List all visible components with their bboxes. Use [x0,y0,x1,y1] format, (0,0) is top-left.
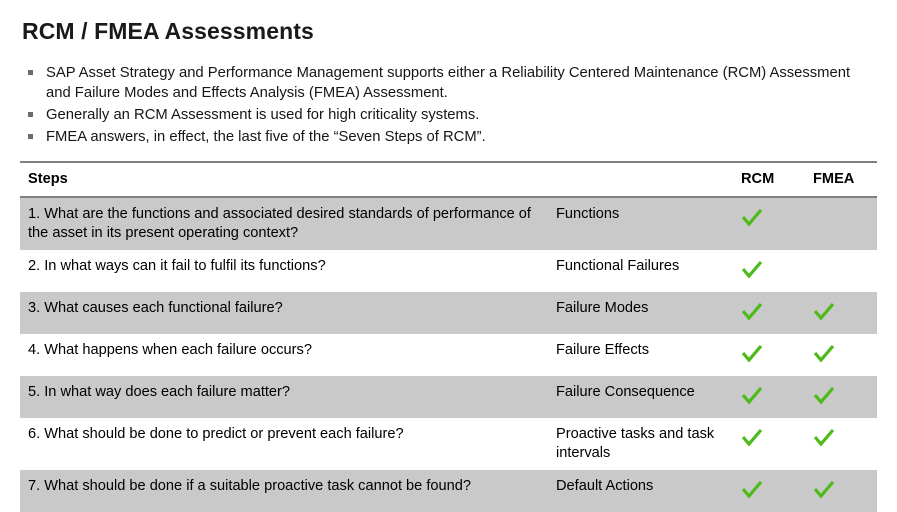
cell-step: 3. What causes each functional failure? [20,292,548,334]
column-header-fmea: FMEA [805,162,877,197]
cell-term: Failure Consequence [548,376,733,418]
cell-term: Proactive tasks and task intervals [548,418,733,470]
cell-step: 1. What are the functions and associated desired standards of performance of the asset in its present operating context? [20,197,548,250]
check-icon [741,207,763,229]
bullet-marker-icon [28,70,33,75]
check-icon [741,343,763,365]
cell-rcm [733,376,805,418]
cell-rcm [733,250,805,292]
bullet-marker-icon [28,112,33,117]
cell-fmea [805,197,877,250]
bullet-list [20,63,877,147]
cell-fmea [805,250,877,292]
list-item [20,127,877,147]
cell-rcm [733,470,805,512]
bullet-text: Generally an RCM Assessment is used for high criticality systems. [46,107,480,123]
check-icon [741,301,763,323]
check-icon [741,385,763,407]
cell-term: Failure Modes [548,292,733,334]
check-icon [813,301,835,323]
cell-fmea [805,418,877,470]
cell-step: 7. What should be done if a suitable proactive task cannot be found? [20,470,548,512]
cell-rcm [733,292,805,334]
table-header [20,162,877,197]
check-icon [741,259,763,281]
bullet-marker-icon [28,134,33,139]
table-body [20,197,877,512]
cell-fmea [805,470,877,512]
table-row [20,376,877,418]
cell-rcm [733,418,805,470]
cell-rcm [733,197,805,250]
list-item [20,105,877,125]
check-icon [741,479,763,501]
page-title: RCM / FMEA Assessments [22,18,314,44]
table-row [20,292,877,334]
check-icon [741,427,763,449]
cell-fmea [805,376,877,418]
column-header-steps: Steps [20,162,548,197]
cell-step: 5. In what way does each failure matter? [20,376,548,418]
cell-term: Default Actions [548,470,733,512]
cell-fmea [805,292,877,334]
check-icon [813,427,835,449]
table-row [20,197,877,250]
list-item [20,63,877,103]
steps-table [20,161,877,512]
bullet-text: FMEA answers, in effect, the last five of the “Seven Steps of RCM”. [46,129,486,145]
table-row [20,250,877,292]
cell-term: Functional Failures [548,250,733,292]
cell-step: 4. What happens when each failure occurs? [20,334,548,376]
check-icon [813,385,835,407]
cell-term: Failure Effects [548,334,733,376]
column-header-term [548,162,733,197]
table-header-row [20,162,877,197]
table-row [20,334,877,376]
table-row [20,470,877,512]
cell-term: Functions [548,197,733,250]
cell-step: 2. In what ways can it fail to fulfil its functions? [20,250,548,292]
check-icon [813,479,835,501]
cell-fmea [805,334,877,376]
column-header-rcm: RCM [733,162,805,197]
check-icon [813,343,835,365]
table-row [20,418,877,470]
bullet-text: SAP Asset Strategy and Performance Management supports either a Reliability Centered Maintenance (RCM) Assessment and Failure Modes and Effects Analysis (FMEA) Assessment. [46,65,851,101]
cell-step: 6. What should be done to predict or prevent each failure? [20,418,548,470]
cell-rcm [733,334,805,376]
